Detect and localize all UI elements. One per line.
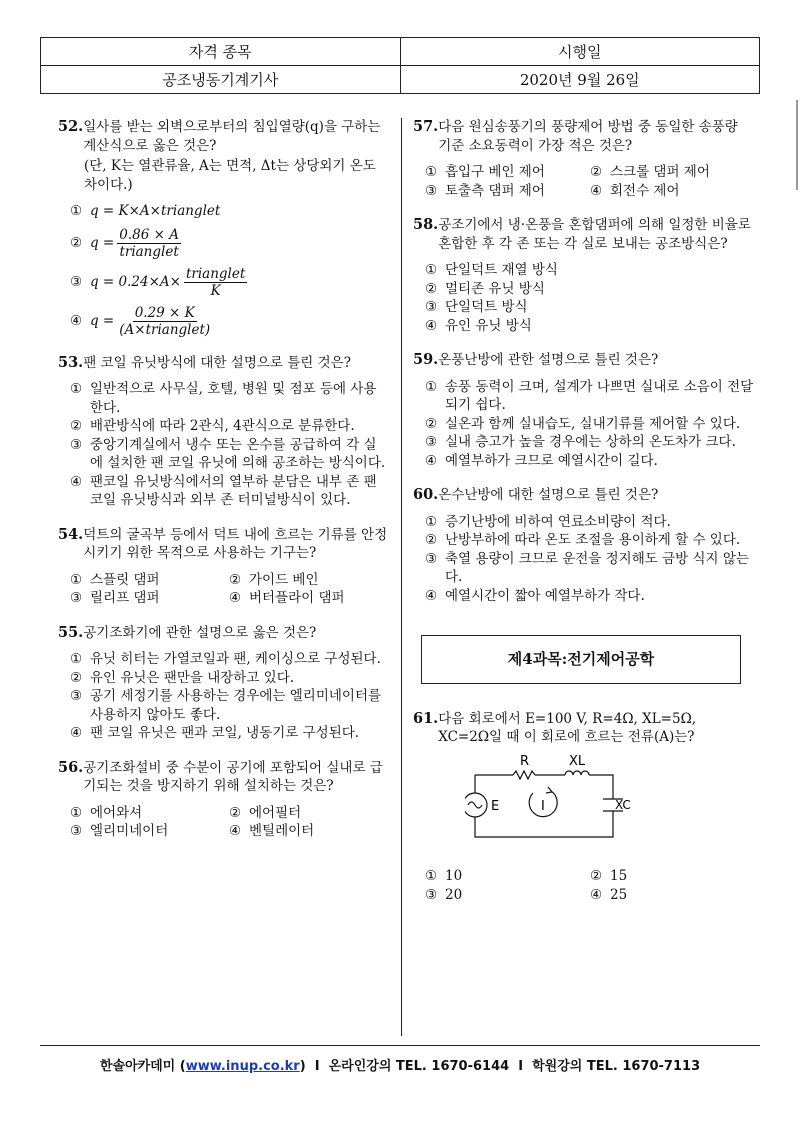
option-text: 엘리미네이터 — [90, 823, 169, 839]
option-text: 팬 코일 유닛은 팬과 코일, 냉동기로 구성된다. — [90, 725, 360, 741]
option-mark: ② — [425, 415, 438, 432]
question-number: 61. — [413, 709, 439, 727]
option-text: 송풍 동력이 크며, 설계가 나쁘면 실내로 소음이 전달되기 쉽다. — [445, 378, 754, 413]
formula-lhs: q = — [90, 312, 115, 329]
numerator: 0.29 × K — [134, 304, 195, 321]
option-mark: ① — [425, 164, 438, 180]
option-text: 실내 층고가 높을 경우에는 상하의 온도차가 크다. — [445, 434, 736, 450]
option-mark: ③ — [70, 823, 83, 839]
option-mark: ③ — [425, 182, 438, 199]
option-text: 토출측 댐퍼 제어 — [445, 182, 545, 199]
option-mark: ③ — [70, 436, 83, 453]
option-mark: ① — [425, 868, 438, 884]
option-mark: ④ — [425, 452, 438, 469]
option-1[interactable] — [425, 378, 755, 415]
option-2[interactable] — [425, 531, 755, 550]
option-text: 유닛 히터는 가열코일과 팬, 케이싱으로 구성된다. — [90, 651, 381, 667]
option-3[interactable] — [425, 298, 755, 317]
question-52 — [58, 118, 388, 338]
fraction — [117, 227, 181, 260]
page-edge-mark — [796, 100, 798, 190]
question-text: 일사를 받는 외벽으로부터의 침입열량(q)을 구하는 계산식으로 옳은 것은? — [83, 119, 381, 154]
option-text: 단일덕트 재열 방식 — [445, 262, 558, 278]
option-text: 난방부하에 따라 온도 조절을 용이하게 할 수 있다. — [445, 532, 741, 548]
question-text: 팬 코일 유닛방식에 대한 설명으로 틀린 것은? — [83, 354, 351, 371]
circuit-diagram — [465, 755, 635, 850]
option-1[interactable] — [70, 202, 388, 221]
option-mark: ④ — [590, 886, 603, 903]
option-1[interactable] — [425, 867, 590, 886]
numerator: 0.86 × A — [119, 226, 179, 243]
question-number: 55. — [58, 623, 84, 641]
label-E: E — [491, 798, 500, 814]
option-text: 에어필터 — [249, 804, 302, 821]
numerator: trianglet — [185, 265, 246, 282]
label-XL: XL — [569, 754, 586, 769]
option-mark: ① — [425, 513, 438, 530]
option-text: 일반적으로 사무실, 호텔, 병원 및 점포 등에 사용한다. — [90, 381, 377, 416]
right-column — [413, 118, 755, 920]
option-4[interactable] — [70, 473, 388, 510]
option-mark: ② — [229, 804, 242, 821]
question-text: 공기조화기에 관한 설명으로 옳은 것은? — [83, 624, 317, 641]
label-I: I — [541, 798, 545, 814]
option-mark: ③ — [425, 299, 438, 315]
question-text: 다음 원심송풍기의 풍량제어 방법 중 동일한 송풍량 기준 소요동력이 가장 적은 것은? — [438, 119, 738, 154]
ac-wave — [468, 802, 482, 808]
option-text: 15 — [610, 868, 628, 884]
formula-lhs: q = 0.24×A× — [90, 273, 181, 290]
option-3[interactable] — [70, 436, 388, 473]
option-mark: ③ — [70, 590, 83, 606]
formula-text: q = K×A×trianglet — [90, 203, 221, 219]
footer-academy: 한솔아카데미 ( — [99, 1059, 186, 1074]
option-text: 25 — [610, 886, 628, 903]
option-text: 예열시간이 짧아 예열부하가 작다. — [445, 587, 645, 604]
label-XC: XC — [615, 797, 631, 812]
option-text: 축열 용량이 크므로 운전을 정지해도 금방 식지 않는다. — [445, 550, 749, 585]
option-1[interactable] — [70, 380, 388, 417]
question-61 — [413, 709, 755, 905]
left-column — [58, 118, 388, 857]
header-subject-label: 자격 종목 — [41, 38, 401, 66]
option-2[interactable] — [229, 804, 388, 823]
option-mark: ③ — [70, 273, 83, 290]
footer-url-link[interactable]: www.inup.co.kr — [185, 1059, 300, 1074]
option-1[interactable] — [425, 163, 590, 182]
option-3[interactable] — [425, 886, 590, 905]
option-mark: ④ — [590, 182, 603, 199]
question-text: 온수난방에 대한 설명으로 틀린 것은? — [438, 487, 659, 503]
question-56 — [58, 758, 388, 841]
option-text: 릴리프 댐퍼 — [90, 590, 160, 606]
option-mark: ③ — [70, 688, 83, 704]
fraction — [117, 305, 212, 338]
option-mark: ③ — [425, 434, 438, 450]
option-text: 에어와셔 — [90, 804, 143, 821]
option-3[interactable] — [70, 589, 229, 608]
option-mark: ① — [70, 651, 83, 667]
option-mark: ① — [425, 378, 438, 395]
option-text: 유인 유닛 방식 — [445, 317, 532, 334]
fraction — [184, 266, 247, 299]
option-text: 단일덕트 방식 — [445, 299, 528, 315]
option-text: 실온과 함께 실내습도, 실내기류를 제어할 수 있다. — [445, 415, 741, 432]
question-number: 54. — [58, 525, 84, 543]
option-4[interactable] — [229, 589, 388, 608]
footer-contact: ) I 온라인강의 TEL. 1670-6144 I 학원강의 TEL. 1670-7113 — [299, 1059, 701, 1074]
question-text-line-2: XC=2Ω일 때 이 회로에 흐르는 전류(A)는? — [438, 729, 695, 745]
question-text: 공조기에서 냉·온풍을 혼합댐퍼에 의해 일정한 비율로 혼합한 후 각 존 또는 각 실로 보내는 공조방식은? — [438, 217, 751, 252]
option-text: 스플릿 댐퍼 — [90, 571, 160, 588]
option-mark: ② — [229, 571, 242, 588]
column-divider — [401, 118, 402, 1036]
option-2[interactable] — [70, 417, 388, 436]
option-1[interactable] — [70, 650, 388, 669]
option-3[interactable] — [425, 182, 590, 201]
option-text: 버터플라이 댐퍼 — [249, 590, 345, 606]
option-text: 스크롤 댐퍼 제어 — [610, 164, 710, 180]
denominator: K — [210, 282, 221, 299]
option-mark: ② — [590, 868, 603, 884]
option-1[interactable] — [425, 513, 755, 532]
option-2[interactable] — [590, 867, 755, 886]
option-mark: ② — [425, 280, 438, 297]
option-text: 배관방식에 따라 2관식, 4관식으로 분류한다. — [90, 418, 355, 434]
option-2[interactable] — [229, 571, 388, 590]
option-1[interactable] — [70, 804, 229, 823]
option-text: 유인 유닛은 팬만을 내장하고 있다. — [90, 669, 295, 686]
question-54 — [58, 525, 388, 608]
question-number: 58. — [413, 216, 439, 233]
question-55 — [58, 623, 388, 743]
question-53 — [58, 353, 388, 510]
option-mark: ④ — [229, 823, 242, 839]
question-59 — [413, 351, 755, 470]
option-mark: ① — [70, 571, 83, 588]
question-number: 52. — [58, 118, 84, 135]
option-mark: ④ — [70, 473, 83, 490]
option-4[interactable] — [425, 452, 755, 471]
option-3[interactable] — [70, 687, 388, 724]
option-4[interactable] — [590, 182, 755, 201]
footer — [40, 1055, 760, 1074]
option-text: 멀티존 유닛 방식 — [445, 280, 545, 297]
option-mark: ④ — [70, 725, 83, 741]
question-text: 덕트의 굴곡부 등에서 덕트 내에 흐르는 기류를 안정시키기 위한 목적으로 사용하는 기구는? — [83, 526, 388, 561]
option-3[interactable] — [425, 433, 755, 452]
question-number: 53. — [58, 353, 84, 371]
header-date-label: 시행일 — [400, 38, 760, 66]
option-mark: ② — [70, 669, 83, 686]
option-mark: ③ — [425, 550, 438, 567]
question-number: 56. — [58, 758, 84, 776]
option-4[interactable] — [425, 587, 755, 606]
footer-divider — [40, 1045, 760, 1046]
option-text: 증기난방에 비하여 연료소비량이 적다. — [445, 513, 671, 530]
question-number: 59. — [413, 351, 439, 368]
option-2[interactable] — [425, 415, 755, 434]
option-text: 팬코일 유닛방식에서의 열부하 분담은 내부 존 팬 코일 유닛방식과 외부 존 터미널방식이 있다. — [90, 473, 377, 508]
option-text: 가이드 베인 — [249, 571, 319, 588]
option-mark: ② — [425, 532, 438, 548]
option-mark: ① — [70, 381, 83, 397]
question-57 — [413, 118, 755, 200]
option-1[interactable] — [70, 571, 229, 590]
option-4[interactable] — [70, 724, 388, 743]
option-text: 벤틸레이터 — [249, 823, 315, 839]
option-text: 10 — [445, 868, 463, 884]
option-mark: ① — [70, 203, 83, 219]
question-60 — [413, 486, 755, 605]
option-mark: ④ — [229, 590, 242, 606]
header-table — [40, 37, 760, 94]
option-mark: ② — [70, 234, 83, 251]
question-58 — [413, 216, 755, 335]
option-text: 20 — [445, 886, 463, 903]
option-mark: ① — [425, 262, 438, 278]
resistor-symbol — [513, 771, 535, 779]
option-3[interactable] — [425, 550, 755, 587]
question-text — [438, 710, 755, 747]
option-2[interactable] — [590, 163, 755, 182]
option-2[interactable] — [70, 227, 388, 260]
option-text: 중앙기계실에서 냉수 또는 온수를 공급하여 각 실에 설치한 팬 코일 유닛에 의해 공조하는 방식이다. — [90, 436, 386, 471]
header-date: 2020년 9월 26일 — [400, 66, 760, 94]
option-mark: ④ — [70, 312, 83, 329]
option-1[interactable] — [425, 261, 755, 280]
option-mark: ③ — [425, 886, 438, 903]
question-text-line-1: 다음 회로에서 E=100 V, R=4Ω, XL=5Ω, — [438, 710, 697, 727]
option-text: 흡입구 베인 제어 — [445, 164, 545, 180]
option-2[interactable] — [425, 280, 755, 299]
question-number: 57. — [413, 118, 439, 135]
option-4[interactable] — [229, 822, 388, 841]
question-text: 온풍난방에 관한 설명으로 틀린 것은? — [438, 352, 659, 368]
question-text: 공기조화설비 중 수분이 공기에 포함되어 실내로 급기되는 것을 방지하기 위해 설치하는 것은? — [83, 759, 383, 794]
section-heading: 제4과목:전기제어공학 — [421, 635, 741, 684]
option-3[interactable] — [70, 822, 229, 841]
option-4[interactable] — [590, 886, 755, 905]
option-3[interactable] — [70, 266, 388, 299]
option-4[interactable] — [70, 305, 388, 338]
question-note: (단, K는 열관류율, A는 면적, Δt는 상당외기 온도차이다.) — [84, 158, 376, 193]
option-text: 공기 세정기를 사용하는 경우에는 엘리미네이터를 사용하지 않아도 좋다. — [90, 688, 382, 723]
question-number: 60. — [413, 486, 439, 503]
denominator: (A×trianglet) — [119, 321, 211, 338]
header-subject: 공조냉동기계기사 — [41, 66, 401, 94]
option-mark: ② — [590, 164, 603, 180]
inductor-symbol — [565, 771, 589, 775]
denominator: trianglet — [119, 243, 179, 260]
label-R: R — [520, 754, 530, 769]
option-4[interactable] — [425, 317, 755, 336]
option-2[interactable] — [70, 669, 388, 688]
option-text: 회전수 제어 — [610, 182, 680, 199]
formula-lhs: q = — [90, 234, 115, 251]
option-mark: ④ — [425, 317, 438, 334]
option-text: 예열부하가 크므로 예열시간이 길다. — [445, 452, 658, 469]
option-mark: ① — [70, 804, 83, 821]
option-mark: ② — [70, 418, 83, 434]
option-mark: ④ — [425, 587, 438, 604]
